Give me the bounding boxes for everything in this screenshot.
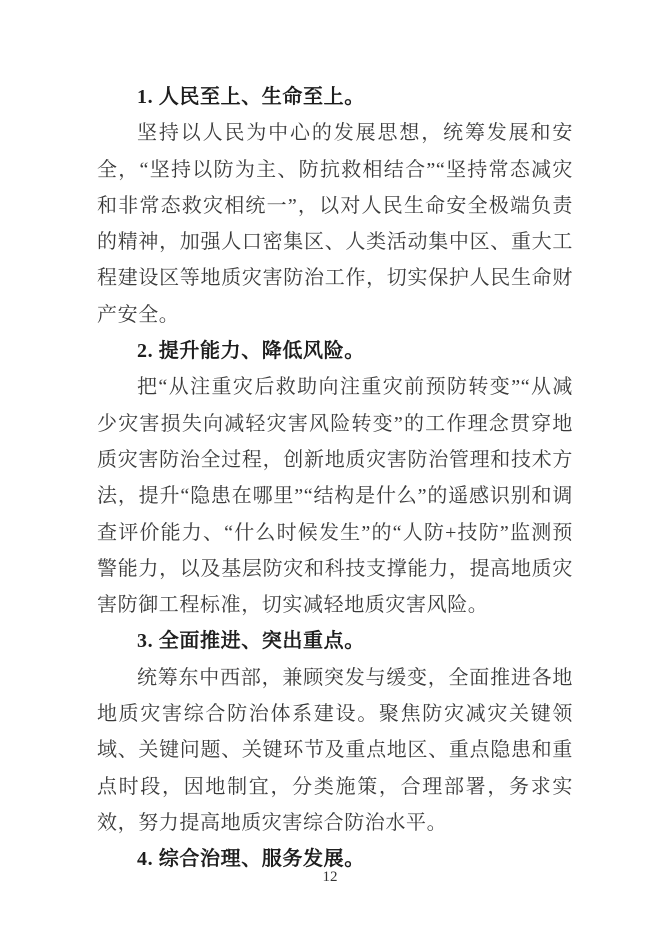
section-3-paragraph: 统筹东中西部，兼顾突发与缓变，全面推进各地地质灾害综合防治体系建设。聚焦防灾减灾关键领域、关键问题、关键环节及重点地区、重点隐患和重点时段，因地制宜，分类施策，合理部署，务求实效，努力提高地质灾害综合防治水平。 bbox=[97, 666, 573, 834]
section-1 bbox=[97, 79, 573, 333]
section-2-heading: 2. 提升能力、降低风险。 bbox=[137, 340, 365, 363]
section-2 bbox=[97, 333, 573, 623]
section-4-heading: 4. 综合治理、服务发展。 bbox=[137, 848, 365, 871]
section-2-paragraph: 把“从注重灾后救助向注重灾前预防转变”“从减少灾害损失向减轻灾害风险转变”的工作理念贯穿地质灾害防治全过程，创新地质灾害防治管理和技术方法，提升“隐患在哪里”“结构是什么”的遥感识别和调查评价能力、“什么时候发生”的“人防+技防”监测预警能力，以及基层防灾和科技支撑能力，提高地质灾害防御工程标准，切实减轻地质灾害风险。 bbox=[97, 376, 573, 617]
section-1-paragraph: 坚持以人民为中心的发展思想，统筹发展和安全，“坚持以防为主、防抗救相结合”“坚持常态减灾和非常态救灾相统一”，以对人民生命安全极端负责的精神，加强人口密集区、人类活动集中区、重大工程建设区等地质灾害防治工作，切实保护人民生命财产安全。 bbox=[97, 122, 573, 326]
text-block bbox=[97, 79, 573, 878]
page-number: 12 bbox=[322, 869, 338, 885]
section-3-heading: 3. 全面推进、突出重点。 bbox=[137, 630, 365, 653]
section-1-heading: 1. 人民至上、生命至上。 bbox=[137, 86, 365, 108]
page-footer bbox=[0, 868, 660, 886]
section-3 bbox=[97, 623, 573, 841]
